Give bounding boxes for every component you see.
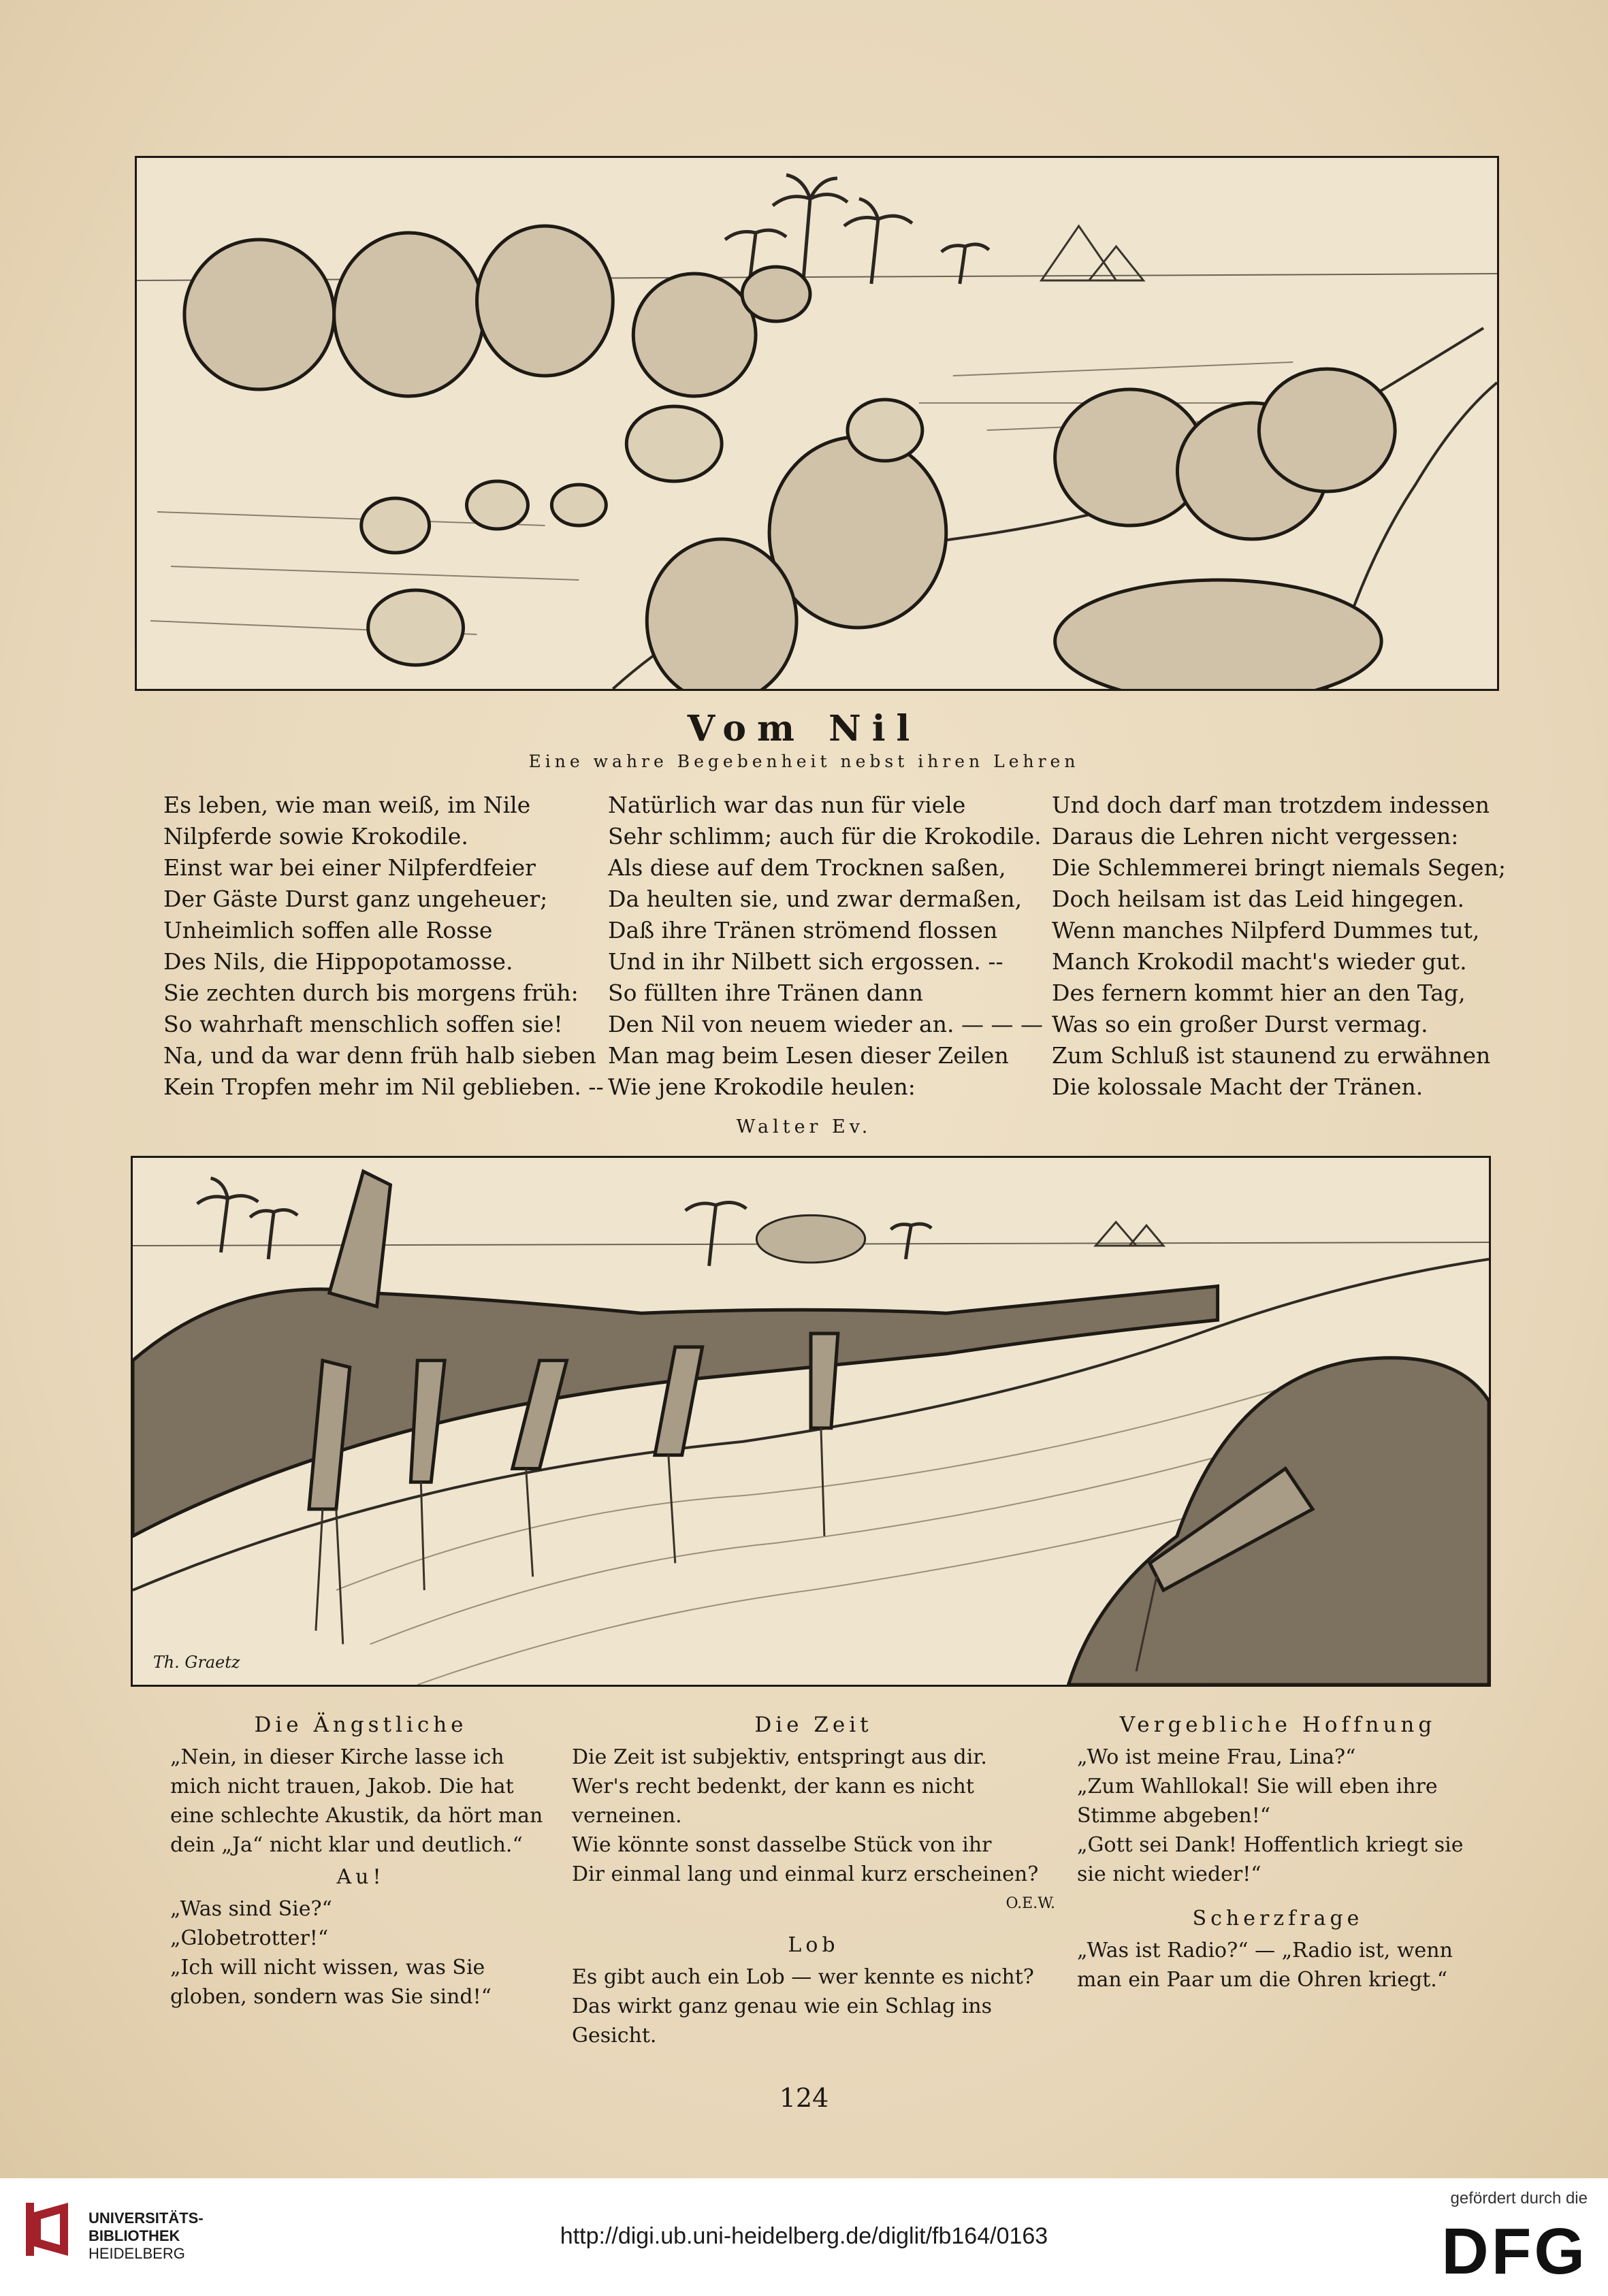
heading-angstliche: Die Ängstliche [254, 1713, 468, 1737]
library-name-line1: UNIVERSITÄTS- [89, 2210, 204, 2227]
poem-line: Wenn manches Nilpferd Dummes tut, [1052, 917, 1480, 943]
heading-scherzfrage: Scherzfrage [1192, 1907, 1364, 1930]
poem-line: Da heulten sie, und zwar dermaßen, [608, 886, 1023, 912]
poem-subtitle: Eine wahre Begebenheit nebst ihren Lehren [528, 751, 1080, 771]
library-name-line2: BIBLIOTHEK [89, 2227, 180, 2244]
hoffnung-line: „Gott sei Dank! Hoffentlich kriegt sie sie nicht wieder!“ [1077, 1833, 1464, 1886]
poem-line: Zum Schluß ist staunend zu erwähnen [1052, 1042, 1491, 1069]
poem-line: Manch Krokodil macht's wieder gut. [1052, 948, 1467, 975]
poem-line: Und in ihr Nilbett sich ergossen. -- [608, 948, 1003, 975]
poem-line: So wahrhaft menschlich soffen sie! [163, 1011, 563, 1037]
poem-line: Die kolossale Macht der Tränen. [1052, 1073, 1424, 1100]
heading-zeit: Die Zeit [754, 1713, 873, 1737]
lob-line: Das wirkt ganz genau wie ein Schlag ins Gesicht. [572, 1994, 993, 2048]
poem-line: Man mag beim Lesen dieser Zeilen [608, 1042, 1009, 1069]
poem-line: So füllten ihre Tränen dann [608, 980, 923, 1006]
heading-hoffnung: Vergebliche Hoffnung [1119, 1713, 1436, 1737]
au-line: „Was sind Sie?“ [170, 1897, 332, 1921]
poem-line: Die Schlemmerei bringt niemals Segen; [1052, 854, 1506, 881]
poem-column-2 [608, 790, 1043, 1103]
column-zeit [572, 1711, 1055, 2050]
zeit-line: Wer's recht bedenkt, der kann es nicht verneinen. [572, 1775, 974, 1828]
angstliche-text: „Nein, in dieser Kirche lasse ich mich nicht trauen, Jakob. Die hat eine schlechte Akustik, da hört man dein „Ja“ nicht klar und deutlich.“ [170, 1745, 543, 1857]
poem-line: Nilpferde sowie Krokodile. [163, 823, 468, 850]
dfg-logo: DFG [1441, 2215, 1588, 2288]
poem-line: Den Nil von neuem wieder an. — — — [608, 1011, 1043, 1037]
poem-line: Des Nils, die Hippopotamosse. [163, 948, 513, 975]
poem-line: Es leben, wie man weiß, im Nile [163, 792, 531, 818]
poem-line: Daß ihre Tränen strömend flossen [608, 917, 998, 943]
zeit-line: Wie könnte sonst dasselbe Stück von ihr [572, 1833, 992, 1857]
hippo-illustration [135, 156, 1499, 691]
poem-line: Kein Tropfen mehr im Nil geblieben. -- [163, 1073, 604, 1100]
poem-line: Des fernern kommt hier an den Tag, [1052, 980, 1466, 1006]
hoffnung-line: „Zum Wahllokal! Sie will eben ihre Stimme abgeben!“ [1077, 1775, 1438, 1828]
poem-line: Sie zechten durch bis morgens früh: [163, 980, 579, 1006]
poem-line: Natürlich war das nun für viele [608, 792, 966, 818]
illustration-signature: Th. Graetz [152, 1653, 240, 1672]
crocodile-illustration [131, 1156, 1491, 1687]
poem-column-3 [1052, 790, 1506, 1103]
poem-line: Wie jene Krokodile heulen: [608, 1073, 916, 1100]
au-line: „Ich will nicht wissen, was Sie globen, sondern was Sie sind!“ [170, 1956, 492, 2009]
poem-line: Doch heilsam ist das Leid hingegen. [1052, 886, 1465, 912]
poem-line: Der Gäste Durst ganz ungeheuer; [163, 886, 548, 912]
heading-lob: Lob [788, 1933, 839, 1957]
digitization-footer [0, 2178, 1608, 2296]
hoffnung-line: „Wo ist meine Frau, Lina?“ [1077, 1745, 1356, 1769]
poem-column-1 [163, 790, 604, 1103]
column-angstliche [170, 1711, 551, 2011]
poem-line: Sehr schlimm; auch für die Krokodile. [608, 823, 1042, 850]
poem-line: Na, und da war denn früh halb sieben [163, 1042, 596, 1069]
source-url-link[interactable]: http://digi.ub.uni-heidelberg.de/diglit/fb164/0163 [560, 2223, 1048, 2249]
poem-line: Daraus die Lehren nicht vergessen: [1052, 823, 1459, 850]
zeit-line: Dir einmal lang und einmal kurz erscheinen? [572, 1862, 1039, 1886]
au-line: „Globetrotter!“ [170, 1926, 329, 1950]
funded-by-label: gefördert durch die [1450, 2189, 1588, 2208]
zeit-signature: O.E.W. [1006, 1895, 1055, 1912]
heading-au: Au! [336, 1865, 385, 1889]
scherzfrage-text: „Was ist Radio?“ — „Radio ist, wenn man ein Paar um die Ohren kriegt.“ [1077, 1939, 1453, 1992]
poem-line: Als diese auf dem Trocknen saßen, [608, 854, 1006, 881]
page-number: 124 [779, 2083, 829, 2113]
lob-line: Es gibt auch ein Lob — wer kennte es nicht? [572, 1965, 1034, 1989]
poem-title: Vom Nil [687, 708, 921, 749]
poem-line: Was so ein großer Durst vermag. [1052, 1011, 1428, 1037]
zeit-line: Die Zeit ist subjektiv, entspringt aus dir. [572, 1745, 987, 1769]
poem-line: Und doch darf man trotzdem indessen [1052, 792, 1490, 818]
poem-author: Walter Ev. [736, 1116, 872, 1137]
poem-line: Einst war bei einer Nilpferdfeier [163, 854, 536, 881]
library-name-line3: HEIDELBERG [89, 2245, 185, 2262]
poem-line: Unheimlich soffen alle Rosse [163, 917, 493, 943]
column-hoffnung [1077, 1711, 1479, 1994]
